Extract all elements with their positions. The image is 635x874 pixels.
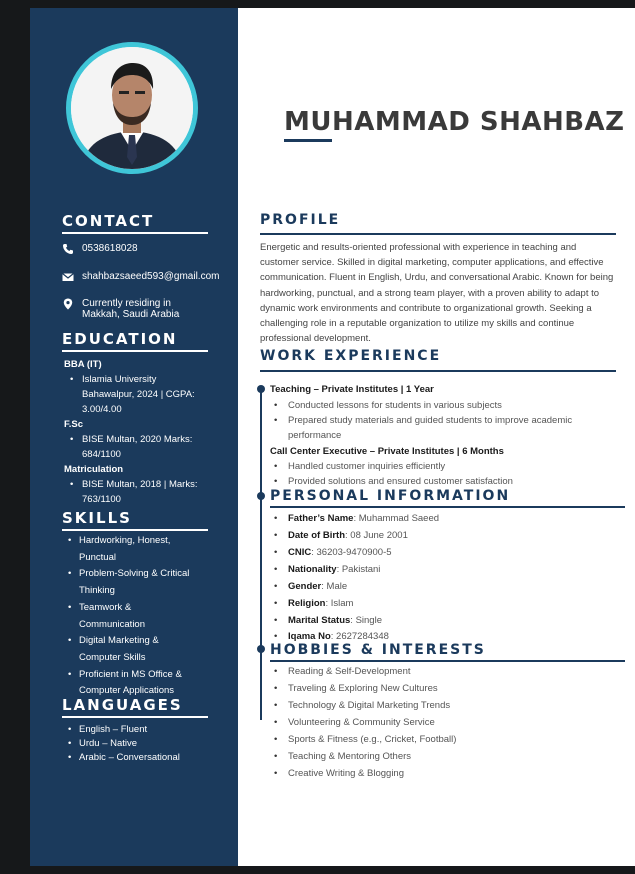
list-item: • Father’s Name : Muhammad Saeed	[274, 513, 440, 524]
list-item: • Traveling & Exploring New Cultures	[274, 683, 438, 694]
location-line-1: Currently residing in	[82, 298, 171, 309]
location-pin-icon	[62, 298, 74, 310]
education-degree: F.Sc	[64, 419, 84, 430]
profile-photo	[66, 42, 198, 174]
list-item: • Digital Marketing & Computer Skills	[68, 635, 159, 663]
hobbies-heading: HOBBIES & INTERESTS	[270, 642, 486, 658]
education-detail: Bahawalpur, 2024 | CGPA:	[82, 389, 195, 400]
list-item: • Hardworking, Honest, Punctual	[68, 535, 171, 563]
list-item: • Religion : Islam	[274, 598, 354, 609]
education-detail: BISE Multan, 2018 | Marks:	[82, 479, 198, 490]
profile-heading: PROFILE	[260, 212, 341, 228]
resume-page	[30, 8, 635, 866]
list-item: • Gender : Male	[274, 581, 348, 592]
work-heading: WORK EXPERIENCE	[260, 348, 442, 364]
timeline-dot	[257, 492, 265, 500]
name-underline	[284, 139, 332, 142]
contact-phone	[62, 243, 222, 255]
sidebar	[30, 8, 238, 866]
list-item: • Nationality : Pakistani	[274, 564, 381, 575]
contact-heading: CONTACT	[62, 212, 208, 234]
contact-location	[62, 298, 222, 320]
education-detail: 684/1100	[82, 449, 121, 460]
skills-heading: SKILLS	[62, 509, 208, 531]
contact-email	[62, 271, 222, 283]
location-line-2: Makkah, Saudi Arabia	[82, 309, 180, 320]
education-degree: BBA (IT)	[64, 359, 102, 370]
education-detail: Islamia University	[82, 374, 157, 385]
hobbies-rule	[270, 660, 625, 662]
languages-list	[64, 723, 214, 765]
list-item: • Marital Status : Single	[274, 615, 382, 626]
work-rule	[260, 370, 616, 372]
portrait-image	[71, 47, 193, 169]
list-item: • Arabic – Conversational	[68, 752, 180, 763]
list-item: • Urdu – Native	[68, 738, 138, 749]
phone-icon	[62, 243, 74, 255]
skills-list	[64, 533, 214, 700]
languages-heading: LANGUAGES	[62, 696, 208, 718]
phone-number[interactable]: 0538618028	[82, 243, 138, 254]
education-detail: 3.00/4.00	[82, 404, 122, 415]
list-item: • Conducted lessons for students in various subjects	[274, 400, 502, 411]
education-detail: 763/1100	[82, 494, 121, 505]
job-title: Call Center Executive – Private Institutes | 6 Months	[270, 446, 504, 457]
profile-rule	[260, 233, 616, 235]
list-item: • English – Fluent	[68, 724, 148, 735]
list-item: • Proficient in MS Office & Computer Applications	[68, 668, 182, 697]
profile-summary: Energetic and results-oriented professional with experience in teaching and customer service. Skilled in digital marketing, computer applications, and effective communication. Fluent in English, Urdu, and conversational Arabic. Known for being hardworking, punctual, and a strong team player, with a proven ability to adapt to dynamic work environments and contribute to organizational growth. Seeking a challenging role in a reputable organization to utilize my skills and continue professional development.	[260, 242, 614, 345]
list-item: • Teamwork & Communication	[68, 601, 145, 630]
list-item: • Handled customer inquiries efficiently	[274, 461, 446, 472]
timeline-dot	[257, 645, 265, 653]
personal-heading: PERSONAL INFORMATION	[270, 488, 511, 504]
personal-rule	[270, 506, 625, 508]
education-list: BBA (IT) • Islamia University Bahawalpur, 2024 | CGPA: 3.00/4.00 F.Sc • BISE Multan, 2020 Marks: 684/1100 Matriculation • BISE Multan, 2018 | Marks: 763/1100	[64, 357, 214, 507]
timeline-line	[260, 388, 262, 720]
education-degree: Matriculation	[64, 464, 124, 475]
education-detail: BISE Multan, 2020 Marks:	[82, 434, 193, 445]
list-item: • Prepared study materials and guided students to improve academic performance	[274, 415, 573, 441]
list-item: • Creative Writing & Blogging	[274, 768, 404, 779]
timeline-dot	[257, 385, 265, 393]
email-address[interactable]: shahbazsaeed593@gmail.com	[82, 271, 220, 282]
list-item: • Iqama No : 2627284348	[274, 631, 389, 642]
list-item: • Provided solutions and ensured customer satisfaction	[274, 476, 513, 487]
list-item: • Date of Birth : 08 June 2001	[274, 530, 408, 541]
list-item: • Technology & Digital Marketing Trends	[274, 700, 451, 711]
list-item: • CNIC : 36203-9470900-5	[274, 547, 392, 558]
list-item: • Reading & Self-Development	[274, 666, 411, 677]
list-item: • Sports & Fitness (e.g., Cricket, Football)	[274, 734, 457, 745]
main-content	[238, 8, 635, 866]
candidate-name: MUHAMMAD SHAHBAZ	[284, 107, 625, 137]
envelope-icon	[62, 271, 74, 283]
list-item: • Volunteering & Community Service	[274, 717, 435, 728]
education-heading: EDUCATION	[62, 330, 208, 352]
job-title: Teaching – Private Institutes | 1 Year	[270, 384, 434, 395]
list-item: • Problem-Solving & Critical Thinking	[68, 568, 190, 597]
list-item: • Teaching & Mentoring Others	[274, 751, 412, 762]
